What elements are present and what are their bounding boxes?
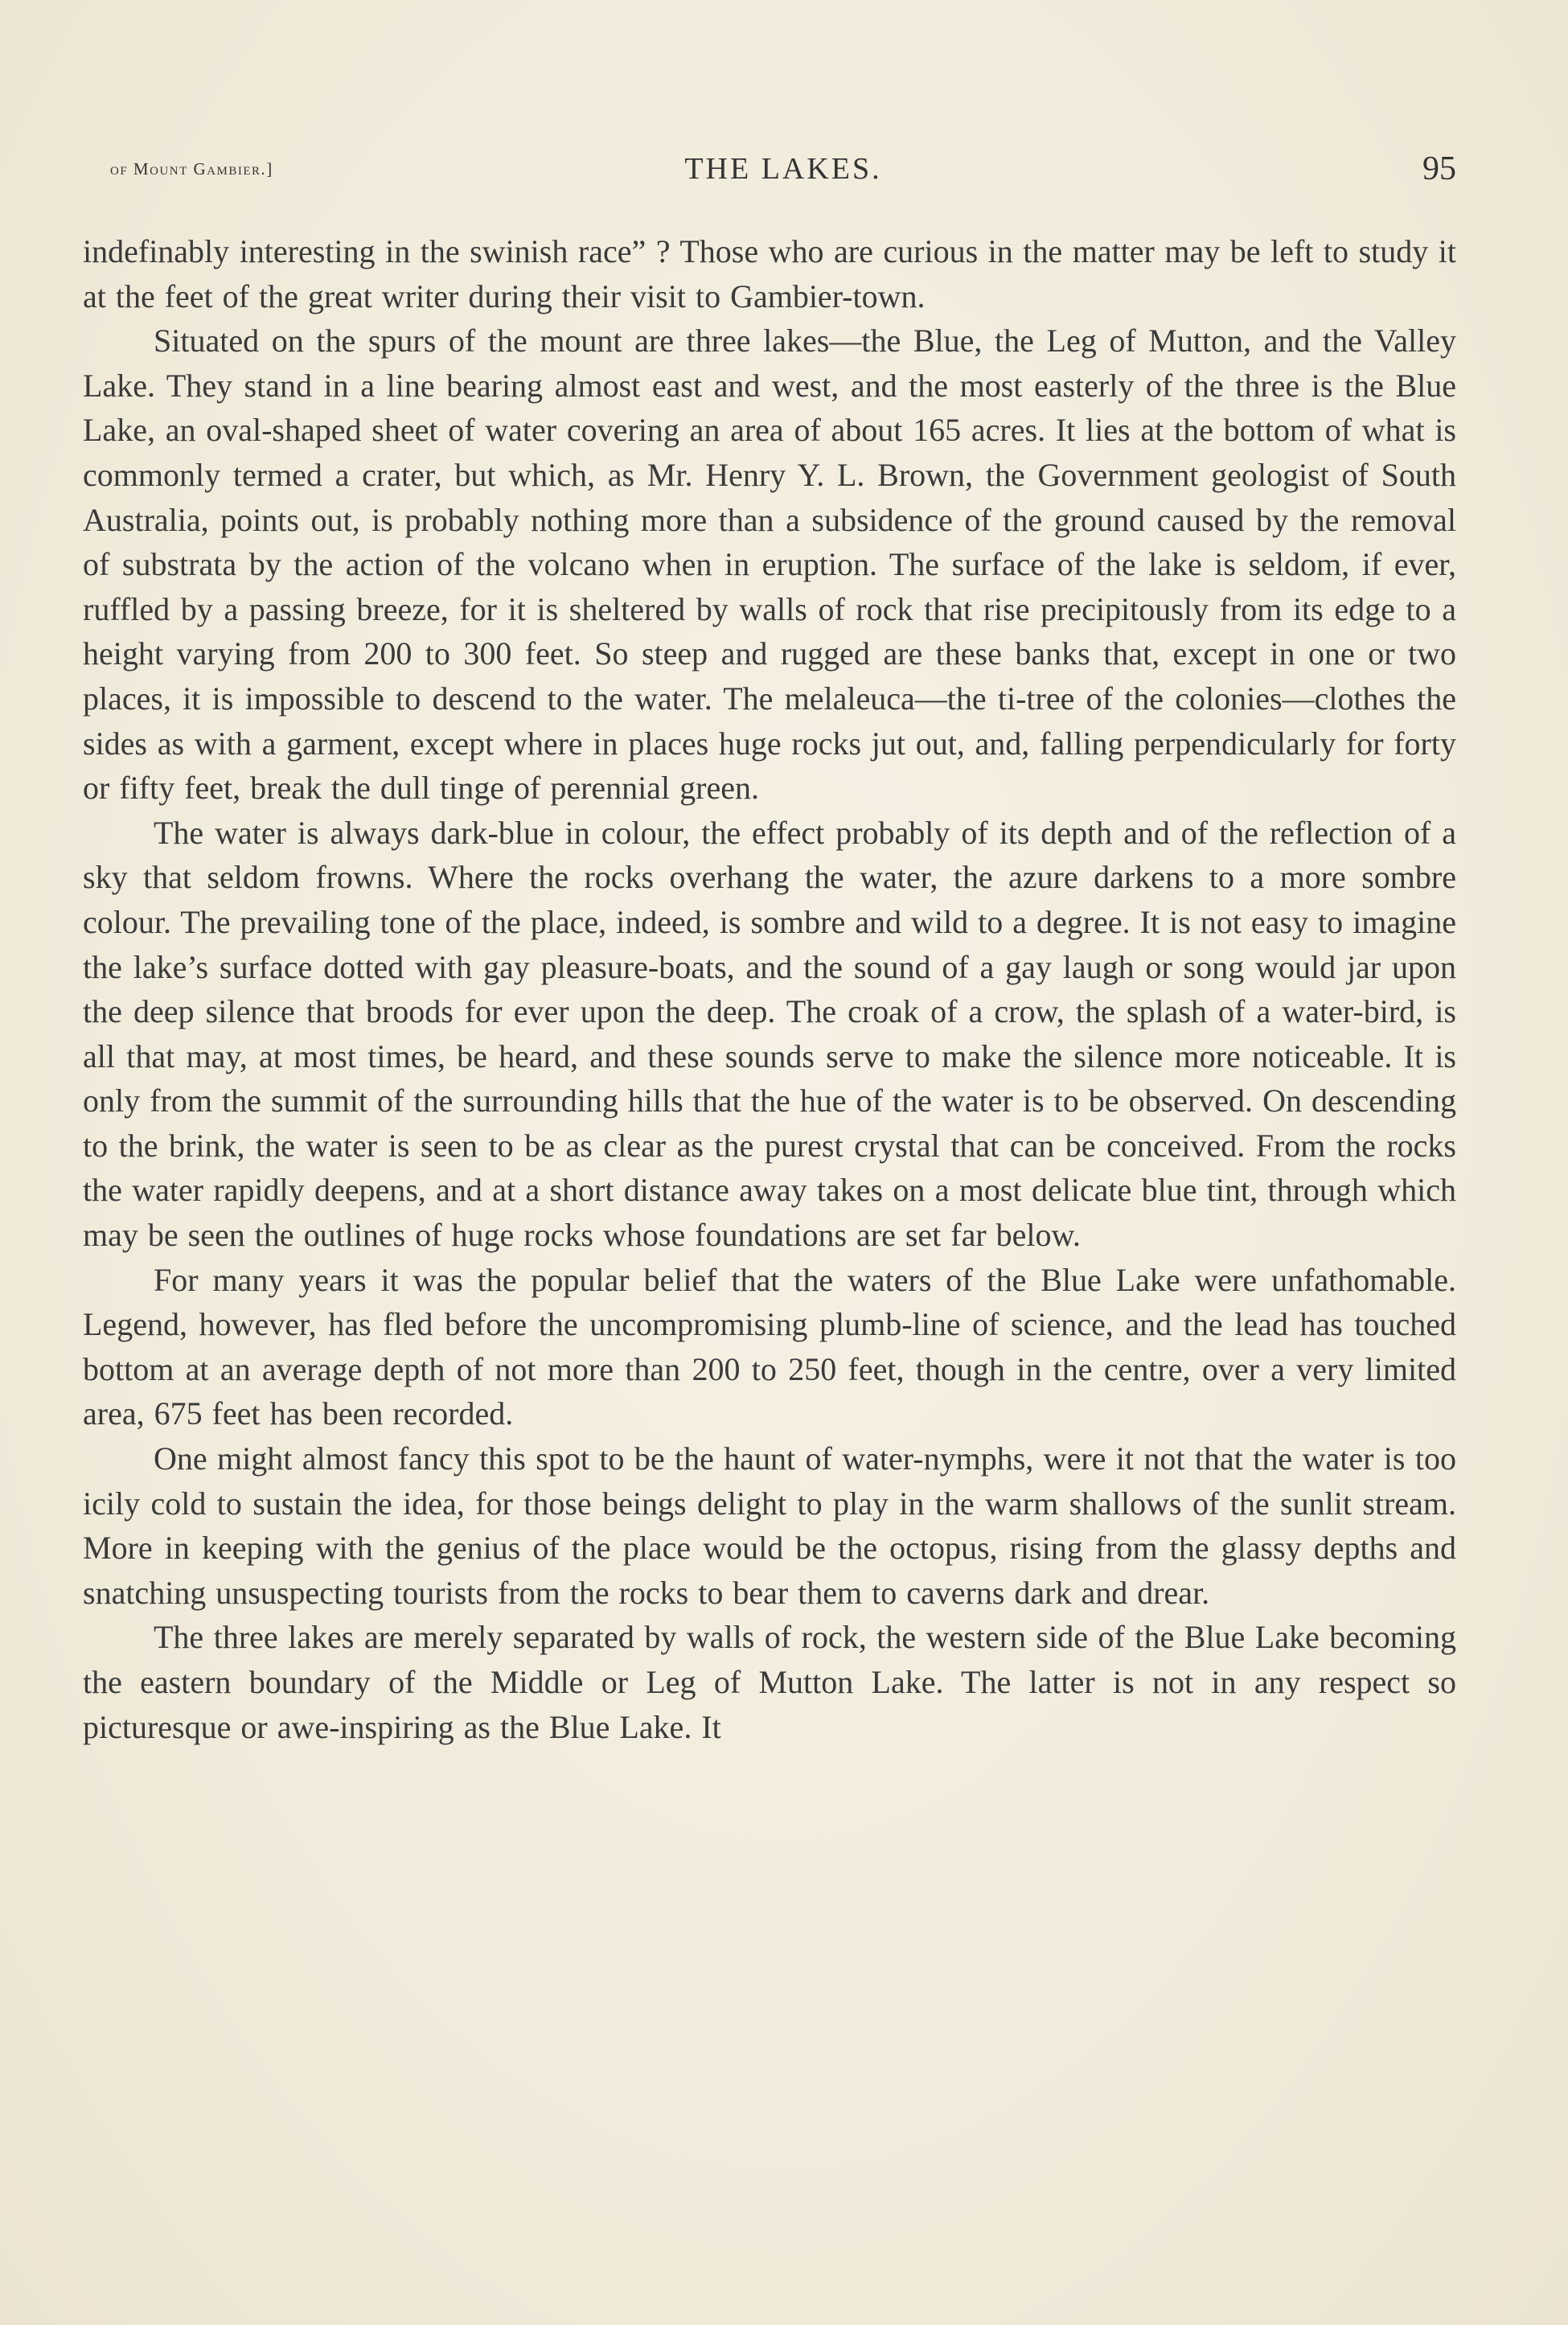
paragraph: One might almost fancy this spot to be the haunt of water-nymphs, were it not that the water is too icily cold to sustain the idea, for those beings delight to play in the warm shallows of the sunlit stream. More in keeping with the genius of the place would be the octopus, rising from the glassy depths and snatching unsuspecting tourists from the rocks to bear them to caverns dark and drear.	[83, 1440, 1456, 1611]
running-head-title: THE LAKES.	[684, 152, 882, 186]
body-text	[83, 229, 1456, 1749]
running-head	[110, 151, 1456, 199]
paragraph: The three lakes are merely separated by walls of rock, the western side of the Blue Lake becoming the eastern boundary of the Middle or Leg of Mutton Lake. The latter is not in any respect so picturesque or awe-inspiring as the Blue Lake. It	[83, 1619, 1456, 1745]
paragraph: indefinably interesting in the swinish race” ? Those who are curious in the matter may be left to study it at the feet of the great writer during their visit to Gambier-town.	[83, 233, 1456, 314]
running-head-section: of Mount Gambier.]	[110, 159, 273, 179]
page-number: 95	[1422, 150, 1456, 187]
paragraph: For many years it was the popular belief that the waters of the Blue Lake were unfathomable. Legend, however, has fled before the uncompromising plumb-line of science, and the lead has touched bottom at an average depth of not more than 200 to 250 feet, though in the centre, over a very limited area, 675 feet has been recorded.	[83, 1261, 1456, 1432]
paragraph: The water is always dark-blue in colour, the effect probably of its depth and of the reflection of a sky that seldom frowns. Where the rocks overhang the water, the azure darkens to a more sombre colour. The prevailing tone of the place, indeed, is sombre and wild to a degree. It is not easy to imagine the lake’s surface dotted with gay pleasure-boats, and the sound of a gay laugh or song would jar upon the deep silence that broods for ever upon the deep. The croak of a crow, the splash of a water-bird, is all that may, at most times, be heard, and these sounds serve to make the silence more noticeable. It is only from the summit of the surrounding hills that the hue of the water is to be observed. On descending to the brink, the water is seen to be as clear as the purest crystal that can be conceived. From the rocks the water rapidly deepens, and at a short distance away takes on a most delicate blue tint, through which may be seen the outlines of huge rocks whose foundations are set far below.	[83, 814, 1456, 1254]
paragraph: Situated on the spurs of the mount are three lakes—the Blue, the Leg of Mutton, and the Valley Lake. They stand in a line bearing almost east and west, and the most easterly of the three is the Blue Lake, an oval-shaped sheet of water covering an area of about 165 acres. It lies at the bottom of what is commonly termed a crater, but which, as Mr. Henry Y. L. Brown, the Government geologist of South Australia, points out, is probably nothing more than a subsidence of the ground caused by the removal of substrata by the action of the volcano when in eruption. The surface of the lake is seldom, if ever, ruffled by a passing breeze, for it is sheltered by walls of rock that rise precipitously from its edge to a height varying from 200 to 300 feet. So steep and rugged are these banks that, except in one or two places, it is impossible to descend to the water. The melaleuca—the ti-tree of the colonies—clothes the sides as with a garment, except where in places huge rocks jut out, and, falling perpendicularly for forty or fifty feet, break the dull tinge of perennial green.	[83, 322, 1456, 807]
